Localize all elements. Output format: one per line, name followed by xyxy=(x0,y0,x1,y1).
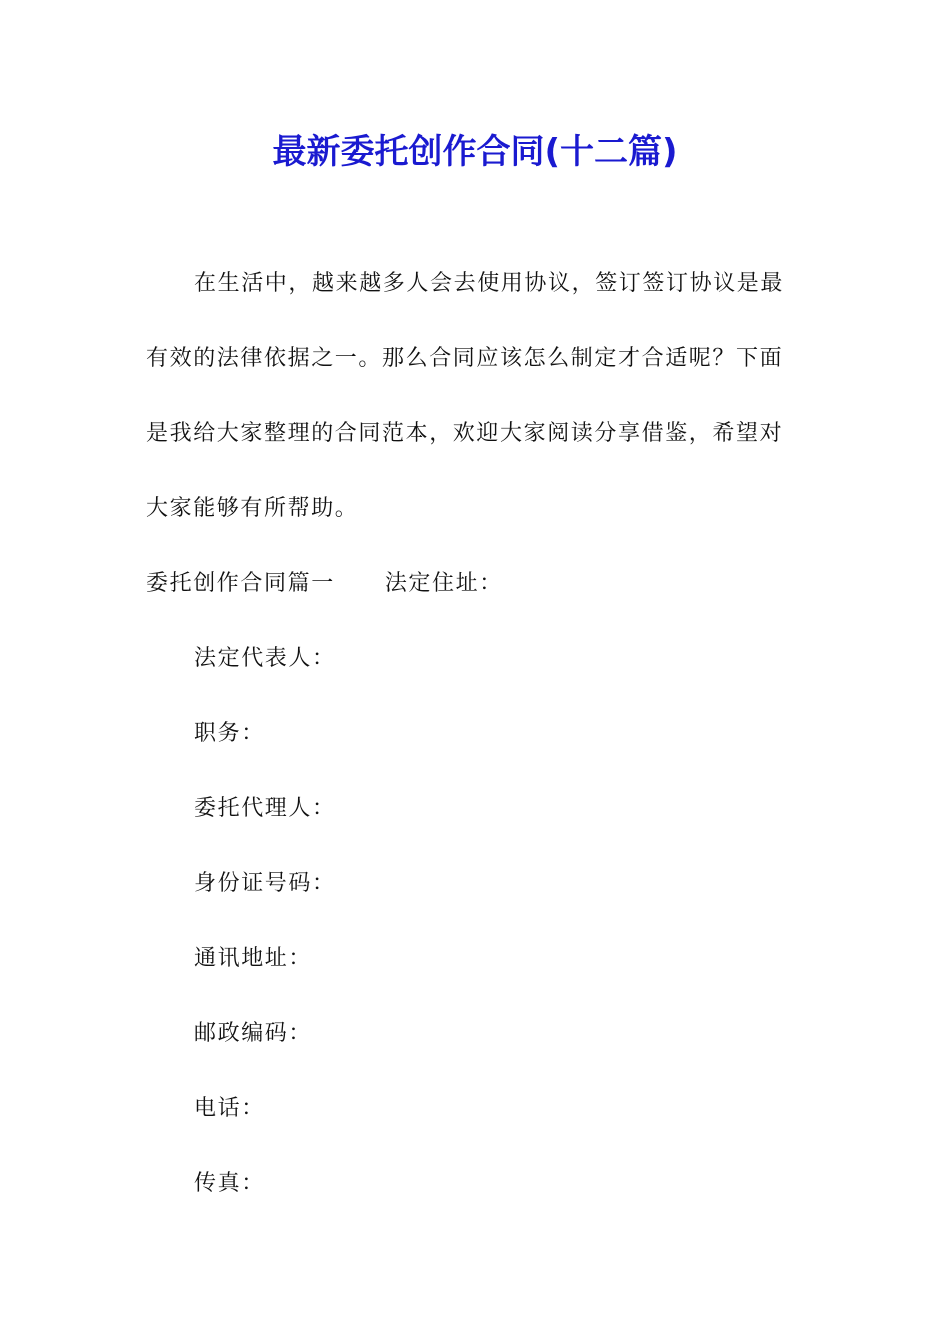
intro-line-3: 是我给大家整理的合同范本，欢迎大家阅读分享借鉴，希望对 xyxy=(146,421,784,446)
field-mailing-address: 通讯地址： xyxy=(194,946,313,971)
intro-line-2: 有效的法律依据之一。那么合同应该怎么制定才合适呢？下面 xyxy=(146,346,784,371)
field-id-number: 身份证号码： xyxy=(194,871,336,896)
section-heading: 委托创作合同篇一 xyxy=(146,571,335,596)
intro-line-4: 大家能够有所帮助。 xyxy=(146,496,359,521)
intro-line-1: 在生活中，越来越多人会去使用协议，签订签订协议是最 xyxy=(194,271,785,296)
field-legal-address: 法定住址： xyxy=(384,571,503,596)
page-title: 最新委托创作合同(十二篇) xyxy=(272,132,678,172)
field-phone: 电话： xyxy=(194,1096,265,1121)
field-postal-code: 邮政编码： xyxy=(194,1021,313,1046)
field-position: 职务： xyxy=(194,721,265,746)
section-heading-row xyxy=(146,568,503,600)
field-legal-representative: 法定代表人： xyxy=(194,646,336,671)
field-fax: 传真： xyxy=(194,1171,265,1196)
field-agent: 委托代理人： xyxy=(194,796,336,821)
